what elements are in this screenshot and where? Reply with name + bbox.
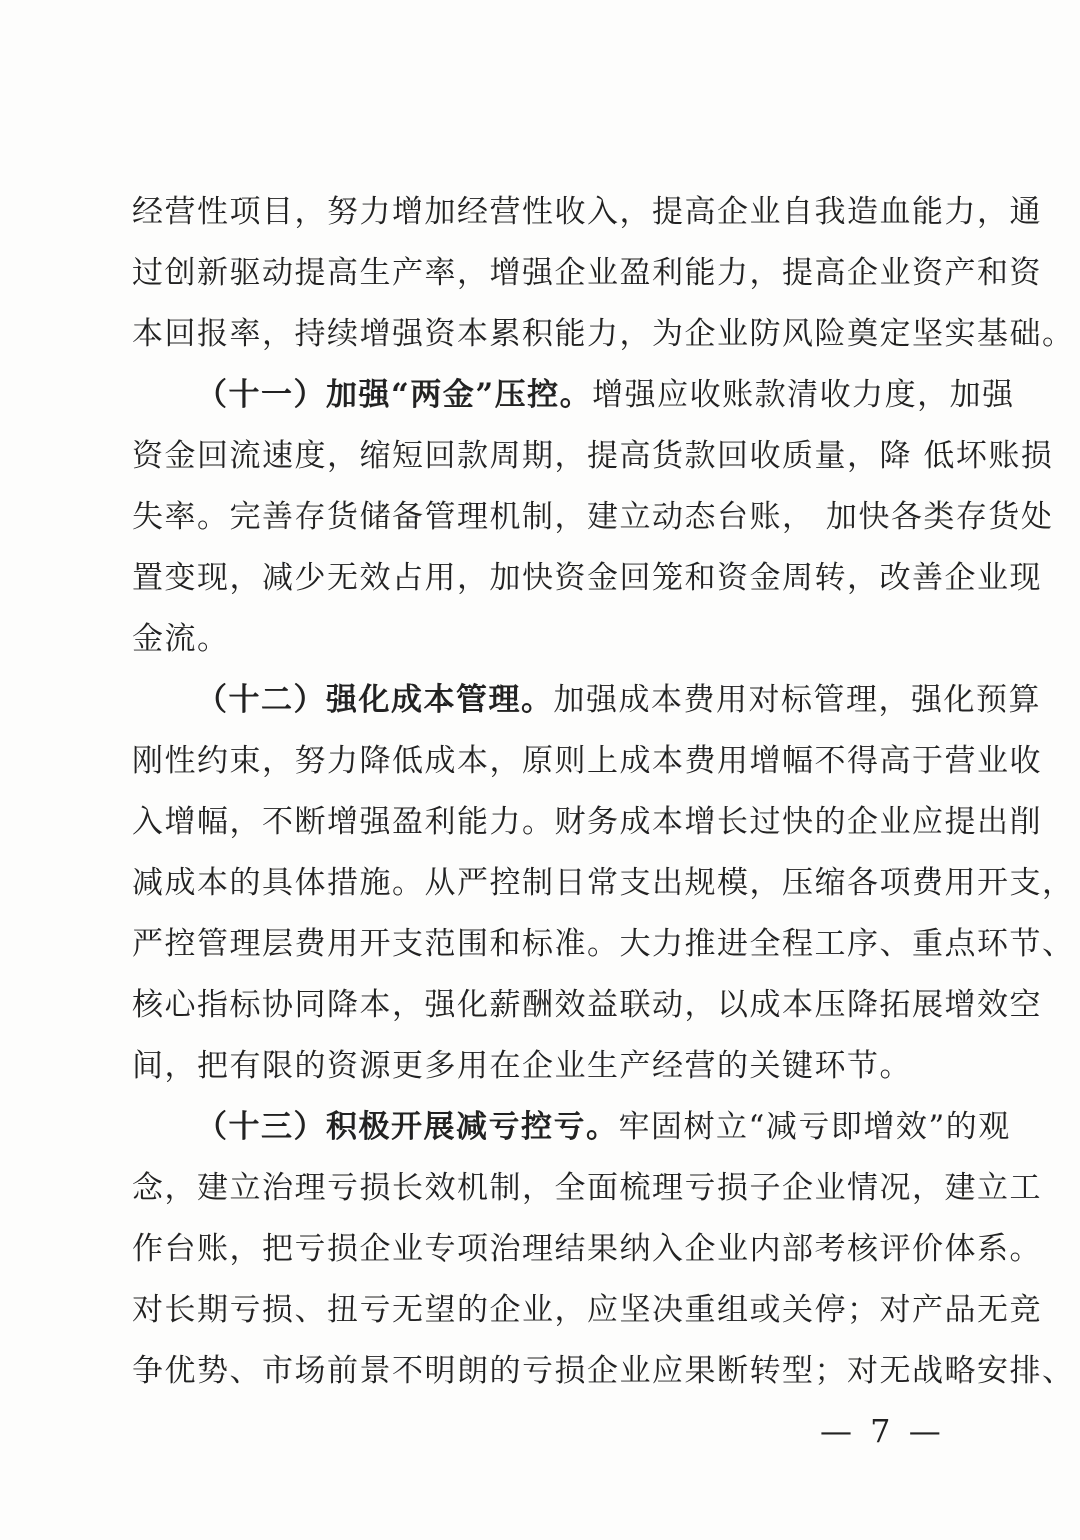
text-line: 严控管理层费用开支范围和标准。大力推进全程工序、重点环节、 <box>132 926 1075 962</box>
paragraph-first-line <box>196 1107 1011 1147</box>
text-line: 入增幅，不断增强盈利能力。财务成本增长过快的企业应提出削 <box>132 804 1042 840</box>
paragraph-first-line <box>196 375 1015 415</box>
text-line: 减成本的具体措施。从严控制日常支出规模，压缩各项费用开支， <box>132 865 1075 901</box>
text-line: 刚性约束，努力降低成本，原则上成本费用增幅不得高于营业收 <box>132 743 1042 779</box>
text-line: 本回报率，持续增强资本累积能力，为企业防风险奠定坚实基础。 <box>132 316 1075 352</box>
text-run: 加强成本费用对标管理，强化预算 <box>553 682 1041 718</box>
text-line: 作台账，把亏损企业专项治理结果纳入企业内部考核评价体系。 <box>132 1231 1042 1267</box>
text-line: 对长期亏损、扭亏无望的企业，应坚决重组或关停；对产品无竞 <box>132 1292 1042 1328</box>
text-line: 失率。完善存货储备管理机制，建立动态台账， 加快各类存货处 <box>132 499 1054 535</box>
section-heading-11: （十一）加强“两金”压控。 <box>196 377 593 413</box>
text-line: 核心指标协同降本，强化薪酬效益联动，以成本压降拓展增效空 <box>132 987 1042 1023</box>
text-line: 经营性项目，努力增加经营性收入，提高企业自我造血能力，通 <box>132 194 1042 230</box>
text-line: 金流。 <box>132 621 230 657</box>
text-line: 间，把有限的资源更多用在企业生产经营的关键环节。 <box>132 1048 912 1084</box>
section-heading-12: （十二）强化成本管理。 <box>196 682 554 718</box>
paragraph-first-line <box>196 680 1041 720</box>
text-line: 争优势、市场前景不明朗的亏损企业应果断转型；对无战略安排、 <box>132 1353 1075 1389</box>
text-line: 置变现，减少无效占用，加快资金回笼和资金周转，改善企业现 <box>132 560 1042 596</box>
page-number: — 7 — <box>820 1412 945 1450</box>
text-line: 过创新驱动提高生产率，增强企业盈利能力，提高企业资产和资 <box>132 255 1042 291</box>
text-line: 念，建立治理亏损长效机制，全面梳理亏损子企业情况，建立工 <box>132 1170 1042 1206</box>
text-run: 牢固树立“减亏即增效”的观 <box>618 1109 1011 1145</box>
section-heading-13: （十三）积极开展减亏控亏。 <box>196 1109 619 1145</box>
text-run: 增强应收账款清收力度，加强 <box>592 377 1015 413</box>
text-line: 资金回流速度，缩短回款周期，提高货款回收质量，降 低坏账损 <box>132 438 1054 474</box>
